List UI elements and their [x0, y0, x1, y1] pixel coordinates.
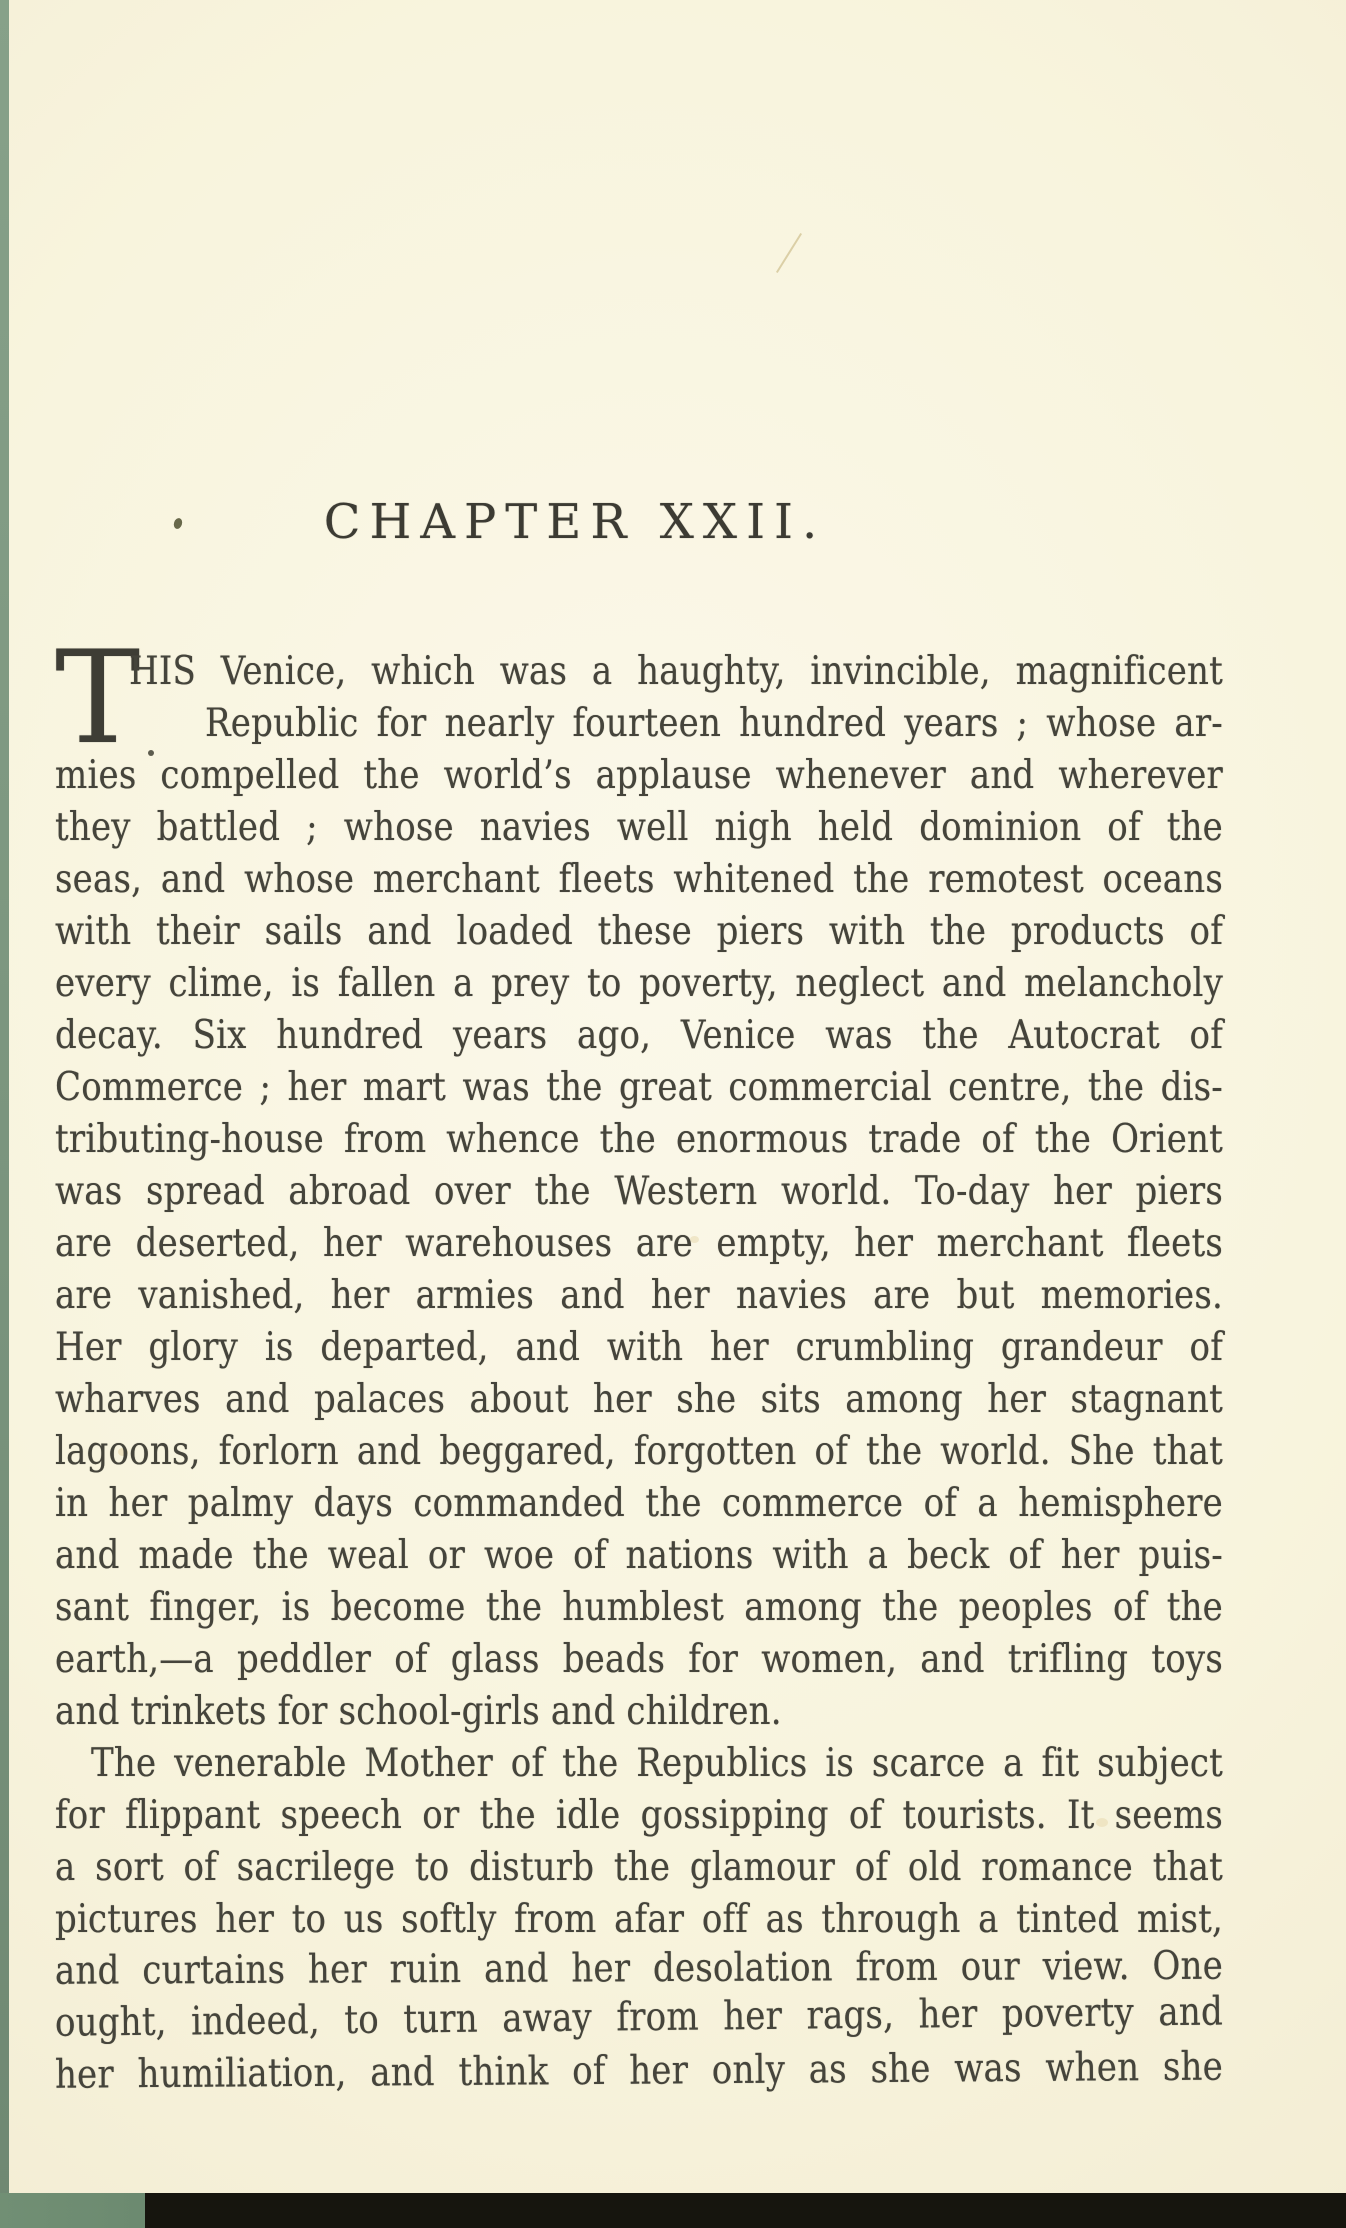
- text-line: HIS Venice, which was a haughty, invincible, magnificent: [129, 647, 1223, 695]
- text-line: are vanished, her armies and her navies are but memories.: [55, 1271, 1223, 1319]
- text-line: and curtains her ruin and her desolation from our view. One: [54, 1942, 1224, 1995]
- text-line: mies compelled the world’s applause whenever and wherever: [55, 751, 1223, 799]
- chapter-heading: CHAPTER XXII.: [323, 494, 827, 550]
- text-line: was spread abroad over the Western world. To-day her piers: [55, 1167, 1223, 1215]
- text-line: are deserted, her warehouses are empty, her merchant fleets: [55, 1219, 1223, 1267]
- text-line: in her palmy days commanded the commerce of a hemisphere: [55, 1479, 1223, 1527]
- text-line: tributing-house from whence the enormous trade of the Orient: [55, 1115, 1223, 1163]
- text-line: Commerce ; her mart was the great commercial centre, the dis-: [55, 1063, 1223, 1111]
- text-line: sant finger, is become the humblest among the peoples of the: [55, 1583, 1223, 1631]
- text-line: seas, and whose merchant fleets whitened the remotest oceans: [55, 855, 1223, 903]
- scratch-mark: [776, 233, 802, 273]
- text-line: with their sails and loaded these piers with the products of: [55, 907, 1223, 955]
- text-line: and trinkets for school-girls and children.: [55, 1687, 782, 1735]
- text-line: a sort of sacrilege to disturb the glamour of old romance that: [55, 1843, 1223, 1891]
- text-line: they battled ; whose navies well nigh held dominion of the: [55, 803, 1223, 851]
- text-line: and made the weal or woe of nations with a beck of her puis-: [55, 1531, 1223, 1579]
- text-line: lagoons, forlorn and beggared, forgotten of the world. She that: [55, 1427, 1223, 1475]
- paragraph: [55, 645, 1223, 1737]
- text-line: wharves and palaces about her she sits among her stagnant: [55, 1375, 1223, 1423]
- paragraphs: [55, 645, 1223, 2101]
- book-board-edge-bottom: [0, 2193, 145, 2228]
- text-line: Republic for nearly fourteen hundred years ; whose ar-: [205, 699, 1223, 747]
- text-line: The venerable Mother of the Republics is scarce a fit subject: [91, 1739, 1223, 1787]
- text-line: every clime, is fallen a prey to poverty, neglect and melancholy: [55, 959, 1223, 1007]
- text-line: pictures her to us softly from afar off as through a tinted mist,: [55, 1895, 1223, 1943]
- paragraph: [55, 1737, 1223, 2101]
- text-line: earth,—a peddler of glass beads for women, and trifling toys: [55, 1635, 1223, 1683]
- text-line: ought, indeed, to turn away from her rags, her poverty and: [54, 1988, 1224, 2047]
- text-line: for flippant speech or the idle gossipping of tourists. It seems: [55, 1791, 1223, 1839]
- text-line: her humiliation, and think of her only as she was when she: [54, 2043, 1224, 2099]
- drop-cap: T: [55, 624, 141, 773]
- page-text: [54, 624, 1224, 2101]
- scan-background-bottom: [22, 2193, 1346, 2228]
- book-board-edge-left: [0, 0, 9, 2228]
- text-line: decay. Six hundred years ago, Venice was the Autocrat of: [55, 1011, 1223, 1059]
- text-line: Her glory is departed, and with her crumbling grandeur of: [55, 1323, 1223, 1371]
